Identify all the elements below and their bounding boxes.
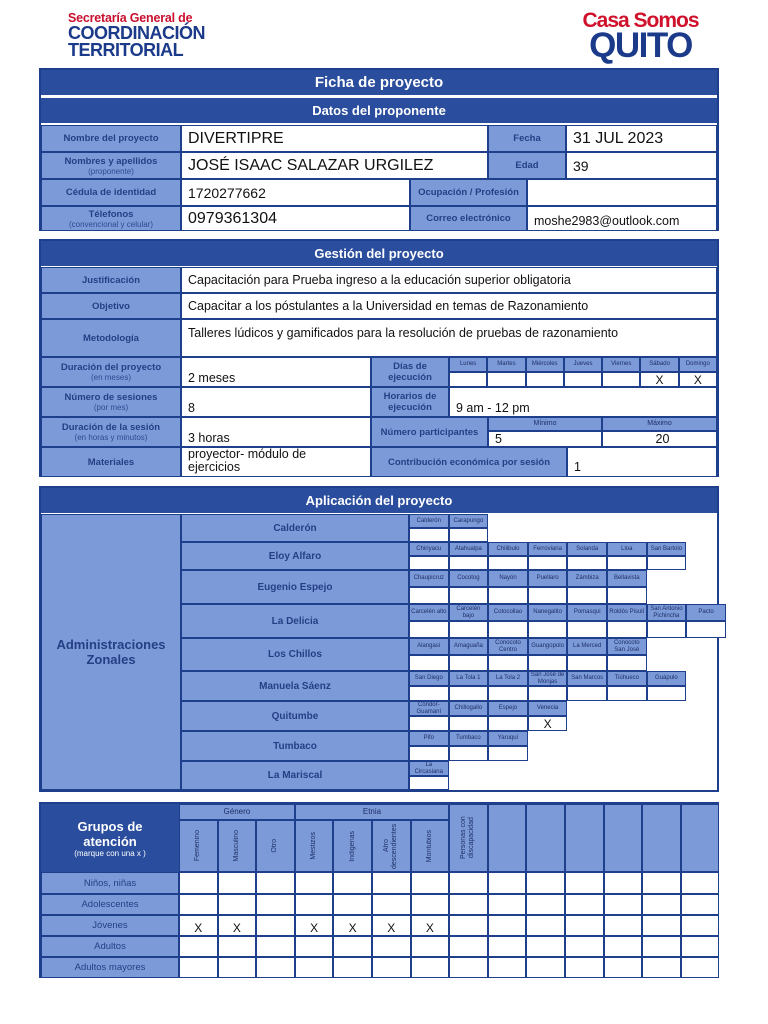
phones-field[interactable]: 0979361304 bbox=[181, 206, 410, 231]
phones-label: Télefonos (convencional y celular) bbox=[41, 206, 181, 231]
group-row-2-cell-9[interactable] bbox=[526, 915, 565, 936]
group-row-3-cell-0[interactable] bbox=[179, 936, 218, 957]
zone-3-name: La Delicia bbox=[181, 604, 409, 638]
group-row-0-cell-8[interactable] bbox=[488, 872, 527, 894]
group-row-0-cell-2[interactable] bbox=[256, 872, 295, 894]
zone-3-check-7[interactable] bbox=[686, 621, 726, 638]
zone-2-check-5[interactable] bbox=[607, 587, 647, 604]
group-row-3-cell-12[interactable] bbox=[642, 936, 681, 957]
group-row-1-cell-1[interactable] bbox=[218, 894, 257, 915]
zone-0-name: Calderón bbox=[181, 514, 409, 542]
zone-6-check-1[interactable] bbox=[449, 716, 489, 731]
zone-4-check-1[interactable] bbox=[449, 655, 489, 671]
group-col-label-2: Otro bbox=[271, 839, 279, 853]
justification-field[interactable]: Capacitación para Prueba ingreso a la educación superior obligatoria bbox=[181, 267, 717, 293]
zone-7-check-2[interactable] bbox=[488, 746, 528, 761]
day-label-5: Sábado bbox=[640, 357, 678, 372]
zone-5-name: Manuela Sáenz bbox=[181, 671, 409, 701]
names-label: Nombres y apellidos (proponente) bbox=[41, 152, 181, 179]
day-check-4[interactable] bbox=[602, 372, 640, 387]
zone-4-parish-1: Amaguaña bbox=[449, 638, 489, 655]
zone-0-check-0[interactable] bbox=[409, 528, 449, 542]
duration-label: Duración del proyecto (en meses) bbox=[41, 357, 181, 387]
logo-left-line1: Secretaría General de bbox=[68, 11, 193, 25]
group-row-3-cell-2[interactable] bbox=[256, 936, 295, 957]
zone-8-parish-0: La Circasiana bbox=[409, 761, 449, 776]
group-row-2-cell-3[interactable]: X bbox=[295, 915, 334, 936]
group-col-2 bbox=[256, 820, 295, 872]
group-col-label-7: Personas con discapacidad bbox=[460, 816, 476, 860]
email-field[interactable]: moshe2983@outlook.com bbox=[527, 206, 717, 231]
group-row-0-cell-9[interactable] bbox=[526, 872, 565, 894]
zone-5-parish-2: La Tola 2 bbox=[488, 671, 528, 686]
zone-4-name: Los Chillos bbox=[181, 638, 409, 671]
zone-4-check-3[interactable] bbox=[528, 655, 568, 671]
casa-somos-quito-logo bbox=[578, 9, 703, 65]
group-row-0-cell-6[interactable] bbox=[411, 872, 450, 894]
group-row-0-cell-4[interactable] bbox=[333, 872, 372, 894]
group-row-1-cell-13[interactable] bbox=[681, 894, 720, 915]
day-label-3: Jueves bbox=[564, 357, 602, 372]
group-row-2-label: Jóvenes bbox=[41, 915, 179, 936]
group-row-2-cell-6[interactable]: X bbox=[411, 915, 450, 936]
participants-min-label: Mínimo bbox=[488, 417, 602, 431]
group-row-3-cell-9[interactable] bbox=[526, 936, 565, 957]
proponent-section bbox=[39, 68, 719, 231]
zone-6-name: Quitumbe bbox=[181, 701, 409, 731]
zone-4-parish-0: Alangasí bbox=[409, 638, 449, 655]
participants-max-field[interactable]: 20 bbox=[602, 431, 717, 447]
group-col-6 bbox=[411, 820, 450, 872]
day-label-6: Domingo bbox=[679, 357, 717, 372]
logo-right-line2: QUITO bbox=[589, 26, 692, 65]
application-section-title: Aplicación del proyecto bbox=[41, 488, 717, 513]
group-row-1-label: Adolescentes bbox=[41, 894, 179, 915]
group-row-2-cell-11[interactable] bbox=[604, 915, 643, 936]
groups-section bbox=[39, 802, 719, 978]
zone-1-check-0[interactable] bbox=[409, 556, 449, 570]
group-col-13 bbox=[681, 804, 720, 872]
day-check-0[interactable] bbox=[449, 372, 487, 387]
zone-2-parish-3: Puellaro bbox=[528, 570, 568, 587]
zone-6-check-3[interactable]: X bbox=[528, 716, 568, 731]
materials-label: Materiales bbox=[41, 447, 181, 477]
day-label-1: Martes bbox=[487, 357, 525, 372]
group-row-0-cell-7[interactable] bbox=[449, 872, 488, 894]
proponent-section-title: Datos del proponente bbox=[41, 98, 717, 123]
zone-3-check-6[interactable] bbox=[647, 621, 687, 638]
group-col-9 bbox=[526, 804, 565, 872]
occupation-label: Ocupación / Profesión bbox=[410, 179, 527, 206]
group-row-2-cell-1[interactable]: X bbox=[218, 915, 257, 936]
zone-4-parish-3: Guangopolo bbox=[528, 638, 568, 655]
management-section-title: Gestión del proyecto bbox=[41, 241, 717, 266]
date-label: Fecha bbox=[488, 125, 566, 152]
materials-line2: ejercicios bbox=[188, 460, 241, 474]
project-name-label: Nombre del proyecto bbox=[41, 125, 181, 152]
groups-subtitle: (marque con una x ) bbox=[74, 848, 146, 858]
zone-5-check-3[interactable] bbox=[528, 686, 568, 701]
hours-label: Horarios de ejecución bbox=[371, 387, 449, 417]
group-col-label-6: Montubios bbox=[425, 829, 433, 863]
day-label-2: Miércoles bbox=[526, 357, 564, 372]
group-row-3-cell-3[interactable] bbox=[295, 936, 334, 957]
zone-4-parish-4: La Merced bbox=[567, 638, 607, 655]
group-row-4-cell-11[interactable] bbox=[604, 957, 643, 978]
zone-5-parish-3: San José de Monjas bbox=[528, 671, 568, 686]
group-row-3-cell-1[interactable] bbox=[218, 936, 257, 957]
coordinacion-territorial-logo bbox=[68, 12, 218, 59]
zone-1-check-2[interactable] bbox=[488, 556, 528, 570]
zone-8-name: La Mariscal bbox=[181, 761, 409, 790]
group-row-3-cell-7[interactable] bbox=[449, 936, 488, 957]
zone-5-parish-0: San Diego bbox=[409, 671, 449, 686]
occupation-field[interactable] bbox=[527, 179, 717, 206]
zone-6-parish-0: Cóndor-Guamaní bbox=[409, 701, 449, 716]
group-col-label-4: Indígenas bbox=[348, 830, 356, 862]
zone-2-check-3[interactable] bbox=[528, 587, 568, 604]
groups-title: Grupos de atención bbox=[77, 818, 143, 849]
group-col-0 bbox=[179, 820, 218, 872]
group-row-3-cell-6[interactable] bbox=[411, 936, 450, 957]
zone-8-check-0[interactable] bbox=[409, 776, 449, 790]
group-row-3-cell-13[interactable] bbox=[681, 936, 720, 957]
group-row-4-cell-13[interactable] bbox=[681, 957, 720, 978]
group-col-10 bbox=[565, 804, 604, 872]
zone-1-parish-1: Atahualpa bbox=[449, 542, 489, 556]
contribution-field[interactable]: 1 bbox=[567, 447, 717, 477]
zone-3-check-2[interactable] bbox=[488, 621, 528, 638]
group-row-4-cell-10[interactable] bbox=[565, 957, 604, 978]
zonal-admins-label: Administraciones Zonales bbox=[41, 514, 181, 790]
zone-5-check-0[interactable] bbox=[409, 686, 449, 701]
group-row-3-cell-5[interactable] bbox=[372, 936, 411, 957]
zone-1-name: Eloy Alfaro bbox=[181, 542, 409, 570]
zone-2-parish-1: Cocotog bbox=[449, 570, 489, 587]
objective-label: Objetivo bbox=[41, 293, 181, 319]
objective-field[interactable]: Capacitar a los póstulantes a la Universidad en temas de Razonamiento bbox=[181, 293, 717, 319]
zone-1-parish-4: Solanda bbox=[567, 542, 607, 556]
zone-5-check-1[interactable] bbox=[449, 686, 489, 701]
group-row-4-cell-12[interactable] bbox=[642, 957, 681, 978]
group-row-0-cell-12[interactable] bbox=[642, 872, 681, 894]
group-row-0-cell-5[interactable] bbox=[372, 872, 411, 894]
zone-3-check-5[interactable] bbox=[607, 621, 647, 638]
group-row-0-cell-13[interactable] bbox=[681, 872, 720, 894]
zone-1-parish-2: Chilibulo bbox=[488, 542, 528, 556]
logo-left-line3: TERRITORIAL bbox=[68, 40, 184, 60]
zone-6-parish-3: Venecia bbox=[528, 701, 568, 716]
zone-3-parish-4: Pomasqui bbox=[567, 604, 607, 621]
group-row-1-cell-4[interactable] bbox=[333, 894, 372, 915]
zone-7-check-1[interactable] bbox=[449, 746, 489, 761]
zone-1-check-3[interactable] bbox=[528, 556, 568, 570]
names-field[interactable]: JOSÉ ISAAC SALAZAR URGILEZ bbox=[181, 152, 488, 179]
zone-2-check-2[interactable] bbox=[488, 587, 528, 604]
group-row-1-cell-9[interactable] bbox=[526, 894, 565, 915]
group-row-2-cell-4[interactable]: X bbox=[333, 915, 372, 936]
zone-4-check-2[interactable] bbox=[488, 655, 528, 671]
group-row-1-cell-3[interactable] bbox=[295, 894, 334, 915]
zone-2-parish-4: Zámbiza bbox=[567, 570, 607, 587]
zone-1-parish-6: San Bartolo bbox=[647, 542, 687, 556]
zone-0-check-1[interactable] bbox=[449, 528, 489, 542]
zone-0-parish-0: Calderón bbox=[409, 514, 449, 528]
participants-max-label: Máximo bbox=[602, 417, 717, 431]
zone-7-name: Tumbaco bbox=[181, 731, 409, 761]
materials-line1: proyector- módulo de bbox=[188, 447, 307, 461]
zone-7-parish-0: Pifo bbox=[409, 731, 449, 746]
participants-min-field[interactable]: 5 bbox=[488, 431, 602, 447]
day-check-3[interactable] bbox=[564, 372, 602, 387]
zone-1-parish-0: Chiriyacu bbox=[409, 542, 449, 556]
zone-3-check-1[interactable] bbox=[449, 621, 489, 638]
group-row-2-cell-5[interactable]: X bbox=[372, 915, 411, 936]
zone-6-parish-1: Chillogallo bbox=[449, 701, 489, 716]
group-row-0-cell-3[interactable] bbox=[295, 872, 334, 894]
group-row-0-cell-11[interactable] bbox=[604, 872, 643, 894]
day-check-5[interactable]: X bbox=[640, 372, 678, 387]
zone-3-parish-5: Roldós Pisulí bbox=[607, 604, 647, 621]
zone-1-check-4[interactable] bbox=[567, 556, 607, 570]
group-col-12 bbox=[642, 804, 681, 872]
participants-label: Número participantes bbox=[371, 417, 488, 447]
gender-header: Género bbox=[179, 804, 295, 820]
zone-1-parish-3: Ferroviaria bbox=[528, 542, 568, 556]
zone-5-check-4[interactable] bbox=[567, 686, 607, 701]
group-col-label-5: Afro descendientes bbox=[383, 823, 399, 869]
zone-5-parish-1: La Tola 1 bbox=[449, 671, 489, 686]
group-row-1-cell-2[interactable] bbox=[256, 894, 295, 915]
zone-3-check-4[interactable] bbox=[567, 621, 607, 638]
project-name-field[interactable]: DIVERTIPRE bbox=[181, 125, 488, 152]
zone-7-parish-2: Yaruquí bbox=[488, 731, 528, 746]
group-row-4-cell-5[interactable] bbox=[372, 957, 411, 978]
application-section bbox=[39, 486, 719, 792]
group-row-2-cell-12[interactable] bbox=[642, 915, 681, 936]
group-row-2-cell-7[interactable] bbox=[449, 915, 488, 936]
group-row-4-cell-0[interactable] bbox=[179, 957, 218, 978]
materials-field[interactable] bbox=[181, 447, 371, 477]
zone-6-check-2[interactable] bbox=[488, 716, 528, 731]
group-row-0-label: Niños, niñas bbox=[41, 872, 179, 894]
group-row-1-cell-8[interactable] bbox=[488, 894, 527, 915]
date-field[interactable]: 31 JUL 2023 bbox=[566, 125, 717, 152]
group-col-3 bbox=[295, 820, 334, 872]
zone-3-parish-6: San Antonio Pichincha bbox=[647, 604, 687, 621]
group-row-0-cell-1[interactable] bbox=[218, 872, 257, 894]
group-row-2-cell-10[interactable] bbox=[565, 915, 604, 936]
days-label: Días de ejecución bbox=[371, 357, 449, 387]
hours-field[interactable]: 9 am - 12 pm bbox=[449, 387, 717, 417]
day-label-4: Viernes bbox=[602, 357, 640, 372]
duration-field[interactable]: 2 meses bbox=[181, 357, 371, 387]
group-row-4-label: Adultos mayores bbox=[41, 957, 179, 978]
group-row-1-cell-11[interactable] bbox=[604, 894, 643, 915]
zone-4-parish-5: Conocoto San José bbox=[607, 638, 647, 655]
zone-2-name: Eugenio Espejo bbox=[181, 570, 409, 604]
zone-5-check-5[interactable] bbox=[607, 686, 647, 701]
group-row-4-cell-1[interactable] bbox=[218, 957, 257, 978]
zone-5-check-6[interactable] bbox=[647, 686, 687, 701]
management-section bbox=[39, 239, 719, 477]
group-row-2-cell-0[interactable]: X bbox=[179, 915, 218, 936]
group-row-1-cell-5[interactable] bbox=[372, 894, 411, 915]
group-row-4-cell-7[interactable] bbox=[449, 957, 488, 978]
group-row-3-label: Adultos bbox=[41, 936, 179, 957]
id-label: Cédula de identidad bbox=[41, 179, 181, 206]
zone-5-parish-4: San Marcos bbox=[567, 671, 607, 686]
zone-3-check-0[interactable] bbox=[409, 621, 449, 638]
sessions-field[interactable]: 8 bbox=[181, 387, 371, 417]
zone-4-check-5[interactable] bbox=[607, 655, 647, 671]
zone-2-parish-5: Bellavista bbox=[607, 570, 647, 587]
zone-4-check-0[interactable] bbox=[409, 655, 449, 671]
age-field[interactable]: 39 bbox=[566, 152, 717, 179]
zone-7-check-0[interactable] bbox=[409, 746, 449, 761]
zone-2-parish-2: Nayón bbox=[488, 570, 528, 587]
zone-2-check-4[interactable] bbox=[567, 587, 607, 604]
group-row-3-cell-4[interactable] bbox=[333, 936, 372, 957]
zone-1-check-6[interactable] bbox=[647, 556, 687, 570]
age-label: Edad bbox=[488, 152, 566, 179]
zone-3-parish-2: Cotocollao bbox=[488, 604, 528, 621]
zone-2-check-0[interactable] bbox=[409, 587, 449, 604]
group-row-4-cell-3[interactable] bbox=[295, 957, 334, 978]
session-duration-field[interactable]: 3 horas bbox=[181, 417, 371, 447]
day-label-0: Lunes bbox=[449, 357, 487, 372]
group-row-1-cell-7[interactable] bbox=[449, 894, 488, 915]
group-col-1 bbox=[218, 820, 257, 872]
zone-3-parish-7: Pacto bbox=[686, 604, 726, 621]
zone-6-parish-2: Espejo bbox=[488, 701, 528, 716]
group-row-3-cell-10[interactable] bbox=[565, 936, 604, 957]
session-duration-label: Duración de la sesión (en horas y minutos) bbox=[41, 417, 181, 447]
group-row-1-cell-12[interactable] bbox=[642, 894, 681, 915]
zone-5-parish-6: Guápulo bbox=[647, 671, 687, 686]
day-check-1[interactable] bbox=[487, 372, 525, 387]
zone-3-parish-3: Nanegalito bbox=[528, 604, 568, 621]
group-row-3-cell-11[interactable] bbox=[604, 936, 643, 957]
group-row-2-cell-8[interactable] bbox=[488, 915, 527, 936]
group-row-0-cell-0[interactable] bbox=[179, 872, 218, 894]
group-row-1-cell-0[interactable] bbox=[179, 894, 218, 915]
ethnicity-header: Etnia bbox=[295, 804, 449, 820]
zone-3-check-3[interactable] bbox=[528, 621, 568, 638]
zone-1-check-5[interactable] bbox=[607, 556, 647, 570]
zone-6-check-0[interactable] bbox=[409, 716, 449, 731]
logo-right-line1: Casa Somos bbox=[582, 9, 699, 32]
group-row-4-cell-8[interactable] bbox=[488, 957, 527, 978]
zone-7-parish-1: Tumbaco bbox=[449, 731, 489, 746]
zone-5-parish-5: Tiúhueco bbox=[607, 671, 647, 686]
group-row-4-cell-6[interactable] bbox=[411, 957, 450, 978]
day-check-2[interactable] bbox=[526, 372, 564, 387]
form-title: Ficha de proyecto bbox=[41, 70, 717, 95]
group-row-3-cell-8[interactable] bbox=[488, 936, 527, 957]
zone-4-parish-2: Conocoto Centro bbox=[488, 638, 528, 655]
group-col-7 bbox=[449, 804, 488, 872]
group-row-2-cell-13[interactable] bbox=[681, 915, 720, 936]
group-row-4-cell-9[interactable] bbox=[526, 957, 565, 978]
methodology-field[interactable]: Talleres lúdicos y gamificados para la resolución de pruebas de razonamiento bbox=[181, 319, 717, 357]
group-row-2-cell-2[interactable] bbox=[256, 915, 295, 936]
group-col-label-3: Mestizos bbox=[310, 832, 318, 860]
groups-title-block bbox=[41, 804, 179, 872]
zone-1-parish-5: Lloa bbox=[607, 542, 647, 556]
zone-0-parish-1: Carapungo bbox=[449, 514, 489, 528]
email-label: Correo electrónico bbox=[410, 206, 527, 231]
zone-1-check-1[interactable] bbox=[449, 556, 489, 570]
methodology-label: Metodología bbox=[41, 319, 181, 357]
day-check-6[interactable]: X bbox=[679, 372, 717, 387]
justification-label: Justificación bbox=[41, 267, 181, 293]
contribution-label: Contribución económica por sesión bbox=[371, 447, 567, 477]
group-row-0-cell-10[interactable] bbox=[565, 872, 604, 894]
zone-5-check-2[interactable] bbox=[488, 686, 528, 701]
group-row-1-cell-6[interactable] bbox=[411, 894, 450, 915]
zone-3-parish-0: Carcelén alto bbox=[409, 604, 449, 621]
id-field[interactable]: 1720277662 bbox=[181, 179, 410, 206]
group-col-5 bbox=[372, 820, 411, 872]
group-col-label-1: Masculino bbox=[232, 830, 240, 862]
zone-3-parish-1: Carcelén bajo bbox=[449, 604, 489, 621]
group-row-1-cell-10[interactable] bbox=[565, 894, 604, 915]
logo-left-line2: COORDINACIÓN bbox=[68, 23, 205, 43]
group-col-4 bbox=[333, 820, 372, 872]
group-col-11 bbox=[604, 804, 643, 872]
zone-4-check-4[interactable] bbox=[567, 655, 607, 671]
group-col-label-0: Femenino bbox=[194, 830, 202, 862]
zone-2-check-1[interactable] bbox=[449, 587, 489, 604]
group-col-8 bbox=[488, 804, 527, 872]
zone-2-parish-0: Chaupicruz bbox=[409, 570, 449, 587]
group-row-4-cell-4[interactable] bbox=[333, 957, 372, 978]
sessions-label: Número de sesiones (por mes) bbox=[41, 387, 181, 417]
group-row-4-cell-2[interactable] bbox=[256, 957, 295, 978]
